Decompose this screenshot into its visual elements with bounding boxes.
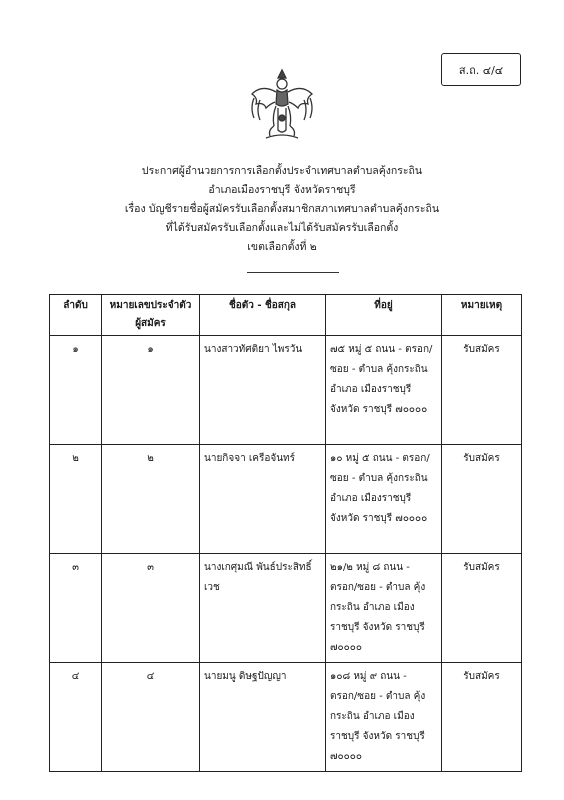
heading-line-4: ที่ได้รับสมัครรับเลือกตั้งและไม่ได้รับสมัครรับเลือกตั้ง: [165, 222, 399, 234]
row-note: รับสมัคร: [442, 554, 522, 663]
announcement-heading: [0, 162, 564, 257]
row-name: นายกิจจา เครือจันทร์: [200, 445, 326, 554]
row-name: นายมนู ดิษฐปัญญา: [200, 663, 326, 772]
header-address: ที่อยู่: [326, 295, 442, 336]
row-address: ๒๑/๒ หมู่ ๘ ถนน - ตรอก/ซอย - ตำบล คุ้งกระถิน อำเภอ เมืองราชบุรี จังหวัด ราชบุรี ๗๐๐๐๐: [326, 554, 442, 663]
header-candidate-number: หมายเลขประจำตัว ผู้สมัคร: [102, 295, 200, 336]
table-row: [50, 445, 522, 554]
row-address: ๑๐๘ หมู่ ๙ ถนน - ตรอก/ซอย - ตำบล คุ้งกระถิน อำเภอ เมืองราชบุรี จังหวัด ราชบุรี ๗๐๐๐๐: [326, 663, 442, 772]
row-candidate-number: ๒: [102, 445, 200, 554]
form-code: ส.ถ. ๔/๔: [458, 63, 504, 77]
header-name: ชื่อตัว - ชื่อสกุล: [200, 295, 326, 336]
table-row: [50, 663, 522, 772]
candidate-table: [49, 294, 522, 772]
header-order: ลำดับ: [50, 295, 102, 336]
row-order: ๒: [50, 445, 102, 554]
heading-divider: [247, 272, 339, 273]
row-address: ๗๕ หมู่ ๕ ถนน - ตรอก/ซอย - ตำบล คุ้งกระถิน อำเภอ เมืองราชบุรี จังหวัด ราชบุรี ๗๐๐๐๐: [326, 336, 442, 445]
row-candidate-number: ๔: [102, 663, 200, 772]
form-code-box: [441, 53, 521, 86]
row-order: ๔: [50, 663, 102, 772]
row-note: รับสมัคร: [442, 336, 522, 445]
row-address: ๑๐ หมู่ ๕ ถนน - ตรอก/ซอย - ตำบล คุ้งกระถิน อำเภอ เมืองราชบุรี จังหวัด ราชบุรี ๗๐๐๐๐: [326, 445, 442, 554]
row-name: นางเกศุมณี พันธ์ประสิทธิ์เวช: [200, 554, 326, 663]
row-candidate-number: ๑: [102, 336, 200, 445]
row-order: ๓: [50, 554, 102, 663]
heading-line-3: เรื่อง บัญชีรายชื่อผู้สมัครรับเลือกตั้งสมาชิกสภาเทศบาลตำบลคุ้งกระถิน: [124, 203, 440, 215]
table-header-row: [50, 295, 522, 336]
table-row: [50, 554, 522, 663]
row-order: ๑: [50, 336, 102, 445]
table-row: [50, 336, 522, 445]
row-candidate-number: ๓: [102, 554, 200, 663]
heading-line-1: ประกาศผู้อำนวยการการเลือกตั้งประจำเทศบาลตำบลคุ้งกระถิน: [141, 165, 423, 177]
row-name: นางสาวทัศติยา ไพรวัน: [200, 336, 326, 445]
row-note: รับสมัคร: [442, 445, 522, 554]
header-note: หมายเหตุ: [442, 295, 522, 336]
heading-line-5: เขตเลือกตั้งที่ ๒: [247, 241, 317, 253]
garuda-emblem-icon: [248, 68, 316, 142]
heading-line-2: อำเภอเมืองราชบุรี จังหวัดราชบุรี: [208, 184, 356, 196]
row-note: รับสมัคร: [442, 663, 522, 772]
